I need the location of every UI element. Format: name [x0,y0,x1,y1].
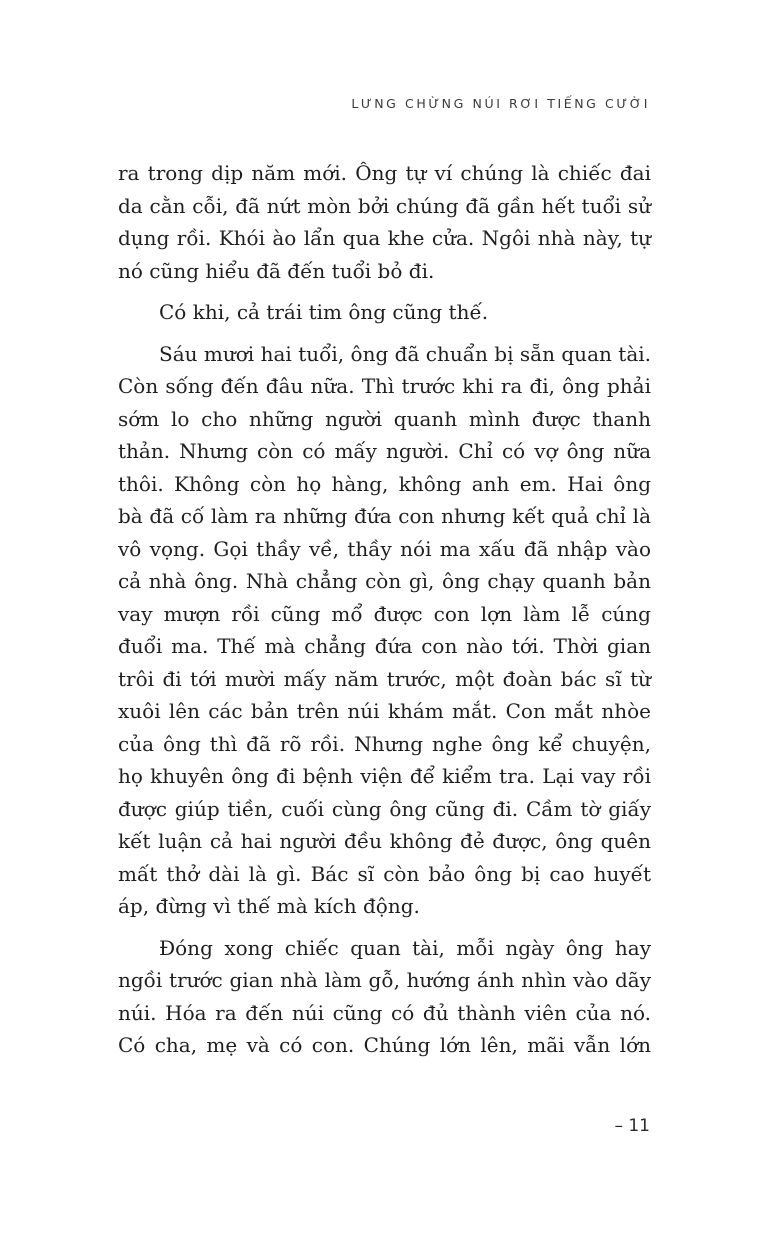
text-line: xuôi lên các bản trên núi khám mắt. Con mắt nhòe [118,699,651,723]
text-line: đuổi ma. Thế mà chẳng đứa con nào tới. Thời gian [118,634,651,658]
text-line: Sáu mươi hai tuổi, ông đã chuẩn bị sẵn quan tài. [159,341,651,366]
text-line: bà đã cố làm ra những đứa con nhưng kết quả chỉ là [118,504,651,528]
text-line: ngồi trước gian nhà làm gỗ, hướng ánh nhìn vào dãy [118,968,651,992]
paragraph-2 [118,296,651,329]
text-line: của ông thì đã rõ rồi. Nhưng nghe ông kể chuyện, [118,731,651,756]
text-line: Có cha, mẹ và có con. Chúng lớn lên, mãi vẫn lớn [118,1033,651,1057]
text-line: thôi. Không còn họ hàng, không anh em. Hai ông [118,471,651,496]
paragraph-1 [118,157,651,287]
paragraph-3 [118,338,651,923]
text-line: thản. Nhưng còn có mấy người. Chỉ có vợ ông nữa [118,439,651,463]
body-text [118,157,651,1062]
paragraph-4 [118,932,651,1062]
text-line: được giúp tiền, cuối cùng ông cũng đi. Cầm tờ giấy [118,796,651,821]
text-line: Có khi, cả trái tim ông cũng thế. [159,300,489,324]
text-line: núi. Hóa ra đến núi cũng có đủ thành viên của nó. [118,1000,651,1025]
text-line: trôi đi tới mười mấy năm trước, một đoàn bác sĩ từ [118,666,651,691]
text-line: vô vọng. Gọi thầy về, thầy nói ma xấu đã nhập vào [118,536,651,561]
text-line: da cằn cỗi, đã nứt mòn bởi chúng đã gần hết tuổi sử [118,193,651,218]
page-number: – 11 [614,1116,650,1136]
text-line: dụng rồi. Khói ào lẩn qua khe cửa. Ngôi nhà này, tự [118,226,651,250]
text-line: cả nhà ông. Nhà chẳng còn gì, ông chạy quanh bản [118,569,651,593]
text-line: vay mượn rồi cũng mổ được con lợn làm lễ cúng [118,601,651,626]
text-line: họ khuyên ông đi bệnh viện để kiểm tra. Lại vay rồi [118,764,651,788]
text-line: mất thở dài là gì. Bác sĩ còn bảo ông bị cao huyết [118,861,651,886]
text-line: áp, đừng vì thế mà kích động. [118,894,420,918]
text-line: Còn sống đến đâu nữa. Thì trước khi ra đi, ông phải [118,374,651,398]
text-line: ra trong dịp năm mới. Ông tự ví chúng là chiếc đai [118,161,651,185]
running-header: LƯNG CHỪNG NÚI RƠI TIẾNG CƯỜI [351,96,650,111]
text-line: Đóng xong chiếc quan tài, mỗi ngày ông hay [159,935,651,960]
text-line: nó cũng hiểu đã đến tuổi bỏ đi. [118,258,435,283]
text-line: kết luận cả hai người đều không đẻ được, ông quên [118,829,651,853]
text-line: sớm lo cho những người quanh mình được thanh [118,406,651,431]
